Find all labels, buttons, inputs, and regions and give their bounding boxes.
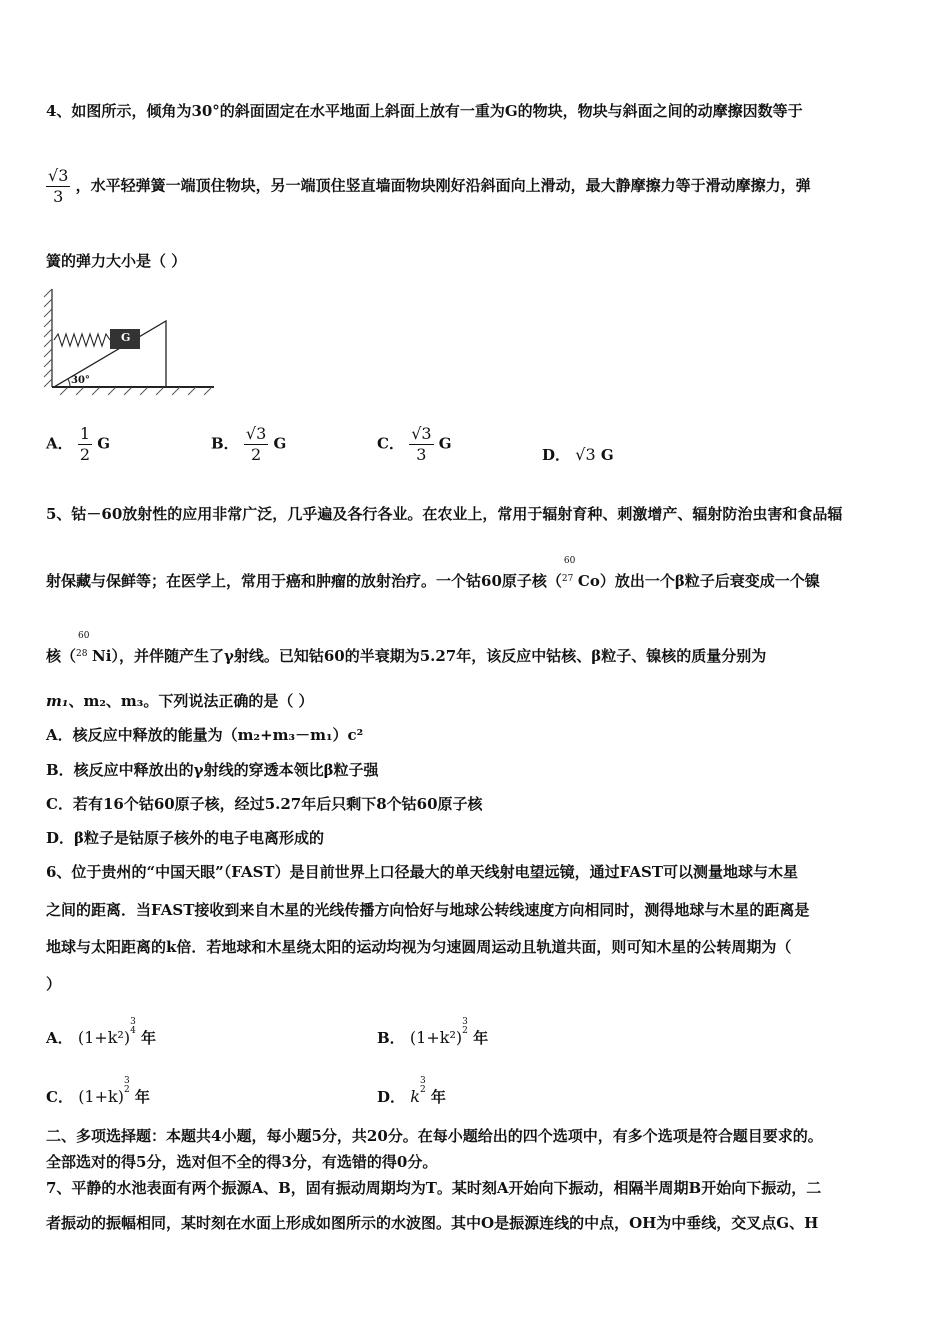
q4-mu-numerator: √3: [48, 166, 69, 185]
q5-stem-line3: [46, 631, 767, 667]
q5-stem-line2b: ）放出一个β粒子后衰变成一个镍: [599, 572, 820, 590]
section2-line2: 全部选对的得5分，选对但不全的得3分，有选错的得0分。: [46, 1153, 438, 1171]
q7-stem-line2: 者振动的振幅相同，某时刻在水面上形成如图所示的水波图。其中O是振源连线的中点，OH为中垂线，交叉点G、H: [46, 1214, 819, 1232]
q6-option-c[interactable]: [46, 1077, 150, 1107]
q5-co-mass: 60: [563, 556, 576, 566]
q4-option-a-fraction: [78, 424, 92, 465]
q4-option-d-label: D．: [542, 446, 571, 464]
q6-option-d-exponent: [420, 1077, 426, 1095]
q6-option-b-exp-den: 2: [462, 1026, 468, 1036]
section2-line1: 二、多项选择题：本题共4小题，每小题5分，共20分。在每小题给出的四个选项中，有多个选项是符合题目要求的。: [46, 1127, 823, 1145]
q4-stem-line1: 4、如图所示，倾角为30°的斜面固定在水平地面上斜面上放有一重为G的物块，物块与斜面之间的动摩擦因数等于: [46, 102, 803, 120]
q4-option-c-fraction: [409, 424, 433, 465]
q6-option-b-label: B．: [377, 1029, 405, 1047]
q6-option-b[interactable]: [377, 1018, 488, 1048]
q6-option-d-exp-num: 3: [419, 1076, 426, 1086]
q5-m1: m₁: [46, 692, 69, 710]
q5-co-symbol: Co: [577, 572, 600, 590]
q5-option-a[interactable]: A．核反应中释放的能量为（m₂+m₃－m₁）c²: [46, 726, 364, 744]
q6-option-b-exp-num: 3: [462, 1017, 468, 1027]
q6-option-a-unit: 年: [141, 1029, 157, 1047]
q6-option-a[interactable]: [46, 1018, 156, 1048]
q4-stem-line2: [46, 166, 811, 207]
q6-option-b-exponent: [462, 1018, 468, 1036]
q5-option-d[interactable]: D．β粒子是钴原子核外的电子电离形成的: [46, 829, 324, 847]
q6-option-a-label: A．: [46, 1029, 73, 1047]
q6-option-a-base: (1+k²): [77, 1028, 131, 1047]
q4-option-a[interactable]: [46, 424, 110, 465]
q4-stem-line3: 簧的弹力大小是（ ）: [46, 252, 187, 270]
q5-stem-line2: [46, 556, 820, 592]
q6-option-d-exp-den: 2: [419, 1085, 426, 1095]
q4-mu-fraction: [46, 166, 70, 207]
q4-option-a-unit: G: [97, 434, 111, 453]
q4-option-a-den: 2: [79, 445, 91, 464]
q4-option-c-den: 3: [416, 445, 427, 464]
q4-option-c-label: C．: [377, 434, 404, 453]
q5-co-z: 27: [561, 574, 574, 584]
q4-angle-label: 30°: [71, 375, 90, 386]
q4-option-d[interactable]: [542, 444, 614, 465]
q6-option-c-exponent: [124, 1077, 130, 1095]
q6-option-a-exp-den: 4: [130, 1026, 136, 1036]
q6-option-a-exp-num: 3: [130, 1017, 136, 1027]
q4-option-c-unit: G: [438, 434, 452, 453]
q7-stem-line1: 7、平静的水池表面有两个振源A、B，固有振动周期均为T。某时刻A开始向下振动，相隔半周期B开始向下振动，二: [46, 1179, 822, 1197]
q5-stem-line2a: 射保藏与保鲜等；在医学上，常用于癌和肿瘤的放射治疗。一个钴60原子核（: [46, 572, 562, 590]
q6-option-d-unit: 年: [430, 1088, 446, 1106]
q4-option-c-num: √3: [411, 424, 432, 443]
q5-stem-line3a: 核（: [46, 647, 77, 665]
q4-option-a-label: A．: [46, 434, 73, 453]
q5-ni-z: 28: [76, 649, 88, 659]
q5-stem-line4-text: 、m₂、m₃。下列说法正确的是（ ）: [68, 692, 314, 710]
q6-option-c-exp-den: 2: [123, 1085, 130, 1095]
q5-stem-line3b: ），并伴随产生了γ射线。已知钴60的半衰期为5.27年，该反应中钴核、β粒子、镍核的质量分别为: [111, 647, 767, 665]
q6-option-d[interactable]: [377, 1077, 446, 1107]
q4-option-d-unit: G: [600, 446, 614, 464]
q5-stem-line1: 5、钴－60放射性的应用非常广泛，几乎遍及各行各业。在农业上，常用于辐射育种、刺激增产、辐射防治虫害和食品辐: [46, 505, 843, 523]
q6-option-d-base: k: [410, 1087, 420, 1106]
q6-option-a-exponent: [130, 1018, 136, 1036]
q4-option-d-expr: √3: [575, 445, 596, 464]
q4-stem-line2-text: ，水平轻弹簧一端顶住物块，另一端顶住竖直墙面物块刚好沿斜面向上滑动，最大静摩擦力等于滑动摩擦力，弹: [75, 176, 811, 195]
q4-mu-denominator: 3: [53, 187, 64, 206]
q6-option-c-exp-num: 3: [123, 1076, 130, 1086]
q5-stem-line4: [46, 690, 314, 711]
q5-option-c[interactable]: C．若有16个钴60原子核，经过5.27年后只剩下8个钴60原子核: [46, 795, 483, 813]
q4-option-b-unit: G: [273, 434, 287, 453]
q6-option-c-unit: 年: [134, 1088, 150, 1106]
q5-cobalt-nuclide: [561, 556, 578, 592]
q6-stem-line2: 之间的距离．当FAST接收到来自木星的光线传播方向恰好与地球公转线速度方向相同时，测得地球与木星的距离是: [46, 901, 810, 919]
q6-option-b-base: (1+k²): [409, 1028, 463, 1047]
q4-option-c[interactable]: [377, 424, 452, 465]
q4-option-b-label: B．: [211, 434, 239, 453]
q5-ni-mass: 60: [78, 631, 90, 641]
q6-option-b-unit: 年: [473, 1029, 489, 1047]
q4-option-b[interactable]: [211, 424, 286, 465]
q5-ni-symbol: Ni: [92, 647, 112, 665]
q4-option-b-num: √3: [245, 424, 267, 443]
q5-nickel-nuclide: [76, 631, 92, 667]
q5-option-b[interactable]: B．核反应中释放出的γ射线的穿透本领比β粒子强: [46, 761, 379, 779]
q6-option-c-base: (1+k): [78, 1087, 124, 1106]
q4-block-label: G: [121, 331, 131, 344]
q6-stem-line1: 6、位于贵州的“中国天眼”（FAST）是目前世界上口径最大的单天线射电望远镜，通过FAST可以测量地球与木星: [46, 863, 799, 881]
q4-option-b-fraction: [244, 424, 268, 465]
q6-stem-line3: 地球与太阳距离的k倍．若地球和木星绕太阳的运动均视为匀速圆周运动且轨道共面，则可知木星的公转周期为（: [46, 938, 792, 956]
q4-option-a-num: 1: [79, 424, 91, 443]
q4-option-b-den: 2: [251, 445, 262, 464]
q6-stem-line4: ）: [46, 975, 62, 993]
q6-option-d-label: D．: [377, 1088, 406, 1106]
q6-option-c-label: C．: [46, 1088, 73, 1106]
